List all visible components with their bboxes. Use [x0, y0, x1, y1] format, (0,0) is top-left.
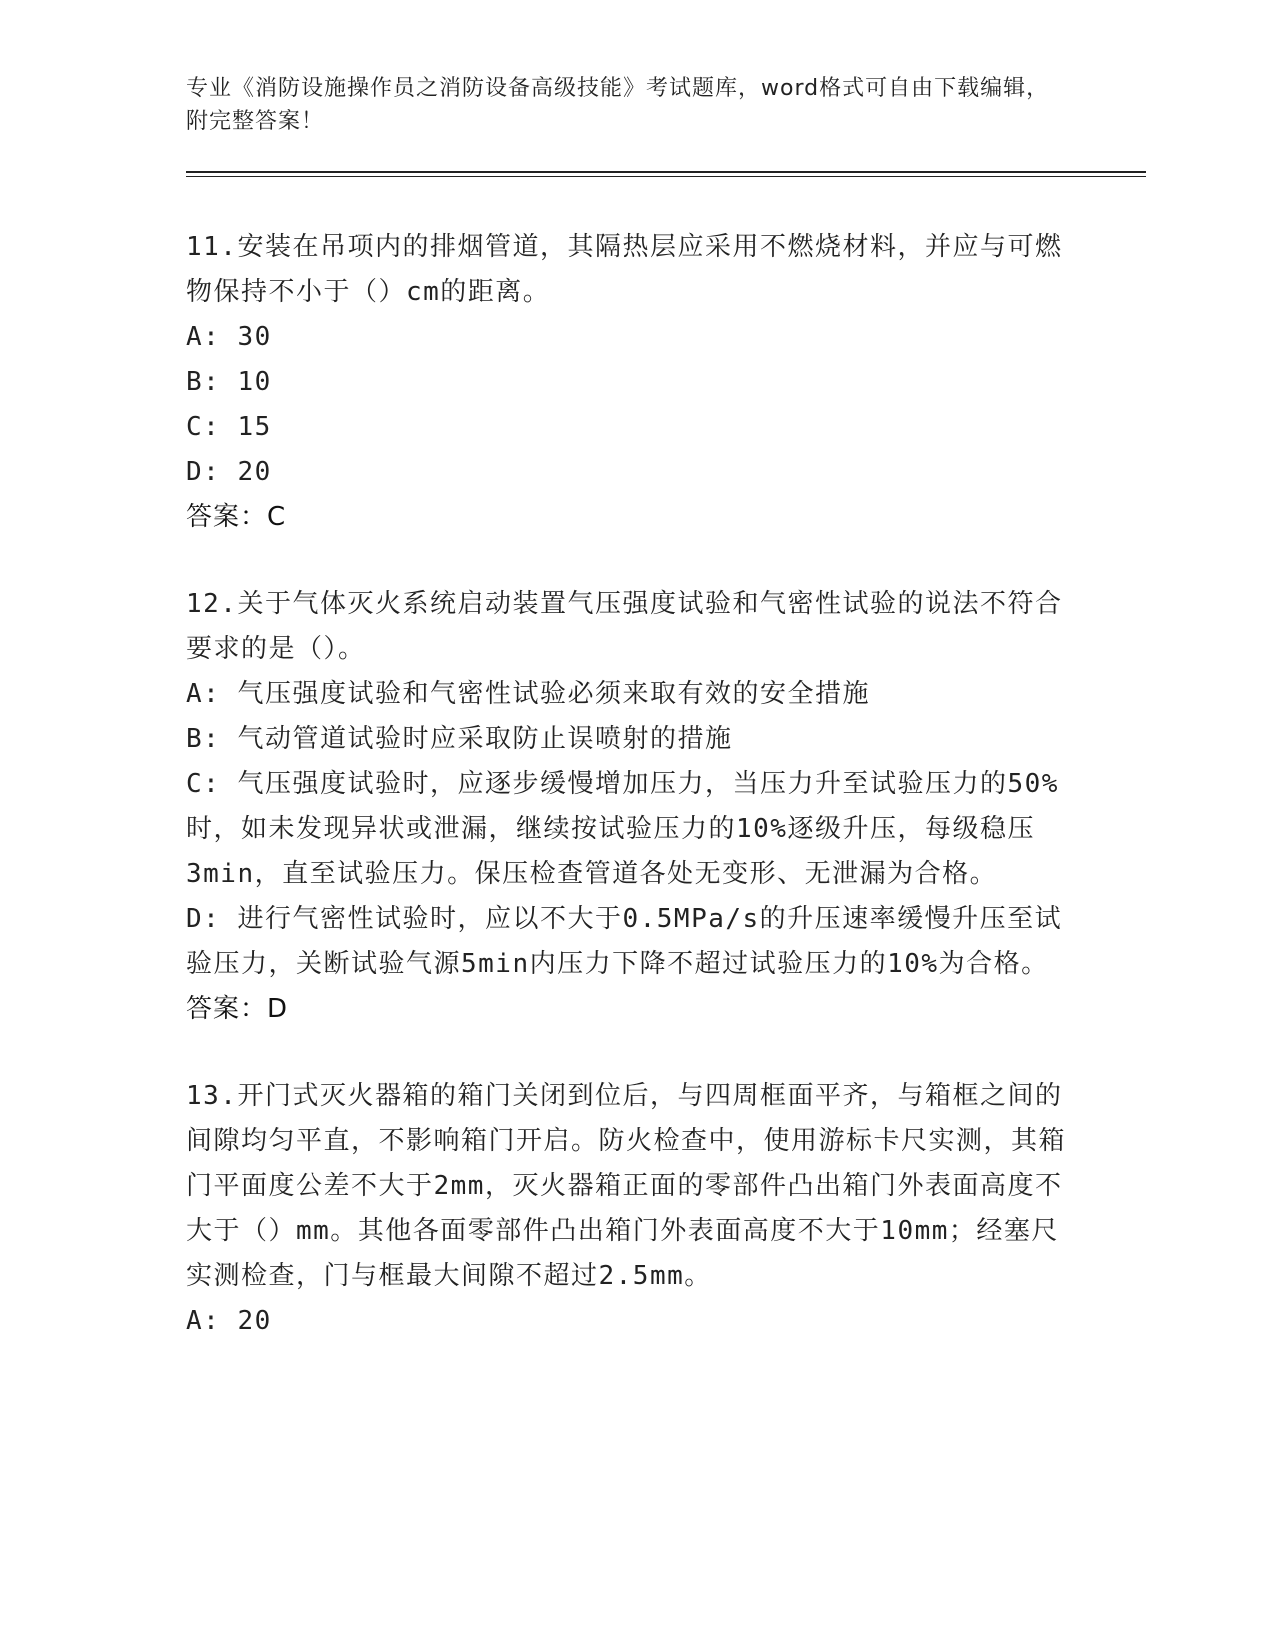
option-a: A: 气压强度试验和气密性试验必须来取有效的安全措施 — [186, 679, 870, 709]
question-stem: 13.开门式灭火器箱的箱门关闭到位后，与四周框面平齐，与箱框之间的间隙均匀平直，不影响箱门开启。防火检查中，使用游标卡尺实测，其箱门平面度公差不大于2mm，灭火器箱正面的零部件凸出箱门外表面高度不大于（）mm。其他各面零部件凸出箱门外表面高度不大于10mm；经塞尺实测检查，门与框最大间隙不超过2.5mm。 — [186, 1081, 1067, 1291]
document-header: 专业《消防设施操作员之消防设备高级技能》考试题库，word格式可自由下载编辑，附完整答案！ — [186, 76, 1050, 134]
question-11 — [186, 225, 1146, 540]
document-page — [186, 72, 1146, 1344]
answer-line: 答案：D — [186, 994, 289, 1024]
question-13 — [186, 1074, 1146, 1344]
option-b: B: 10 — [186, 367, 272, 397]
option-d: D: 进行气密性试验时，应以不大于0.5MPa/s的升压速率缓慢升压至试验压力，关断试验气源5min内压力下降不超过试验压力的10%为合格。 — [186, 904, 1063, 979]
header-divider — [186, 171, 1146, 177]
answer-line: 答案：C — [186, 502, 287, 532]
question-stem: 11.安装在吊项内的排烟管道，其隔热层应采用不燃烧材料，并应与可燃物保持不小于（）cm的距离。 — [186, 232, 1063, 307]
question-stem: 12.关于气体灭火系统启动装置气压强度试验和气密性试验的说法不符合要求的是（）。 — [186, 589, 1063, 664]
option-a: A: 30 — [186, 322, 272, 352]
option-c: C: 气压强度试验时，应逐步缓慢增加压力，当压力升至试验压力的50%时，如未发现异状或泄漏，继续按试验压力的10%逐级升压，每级稳压3min，直至试验压力。保压检查管道各处无变形、无泄漏为合格。 — [186, 769, 1059, 889]
option-a: A: 20 — [186, 1306, 272, 1336]
option-c: C: 15 — [186, 412, 272, 442]
option-d: D: 20 — [186, 457, 272, 487]
question-12 — [186, 582, 1146, 1032]
option-b: B: 气动管道试验时应采取防止误喷射的措施 — [186, 724, 733, 754]
